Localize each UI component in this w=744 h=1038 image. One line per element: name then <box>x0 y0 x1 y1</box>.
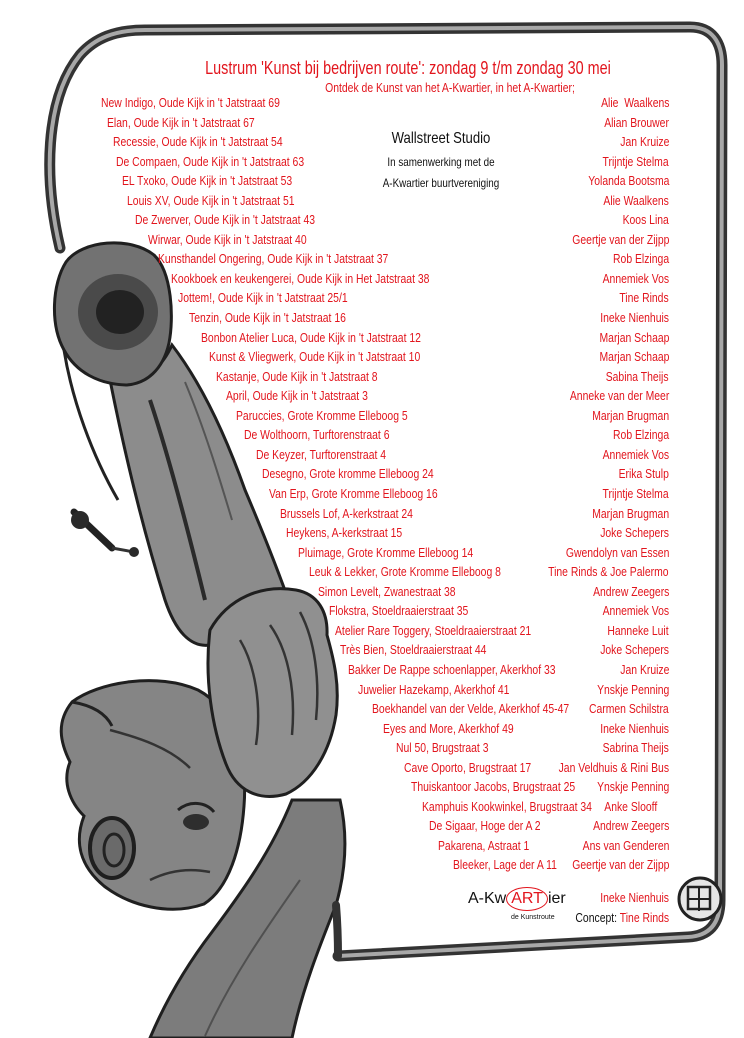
venue-label: Bleeker, Lage der A 11 <box>453 857 557 872</box>
artist-label: Erika Stulp <box>618 466 669 481</box>
list-item <box>0 232 744 248</box>
list-item <box>0 525 744 541</box>
list-item <box>0 682 744 698</box>
list-item <box>0 857 744 873</box>
artist-label: Yolanda Bootsma <box>587 173 669 188</box>
venue-label: Pakarena, Astraat 1 <box>438 838 530 853</box>
venue-label: Cave Oporto, Brugstraat 17 <box>404 760 532 775</box>
artist-label: Marjan Schaap <box>599 330 669 345</box>
artist-label: Tine Rinds <box>619 290 669 305</box>
concept-name: Tine Rinds <box>619 910 669 925</box>
venue-label: De Zwerver, Oude Kijk in 't Jatstraat 43 <box>135 212 316 227</box>
list-item <box>0 369 744 385</box>
venue-label: Juwelier Hazekamp, Akerkhof 41 <box>358 682 510 697</box>
artist-label: Alian Brouwer <box>604 115 669 130</box>
artist-label: Sabrina Theijs <box>602 740 669 755</box>
list-item <box>0 154 744 170</box>
venue-label: Brussels Lof, A-kerkstraat 24 <box>280 506 413 521</box>
venue-label: Kookboek en keukengerei, Oude Kijk in Het Jatstraat 38 <box>171 271 430 286</box>
artist-label: Geertje van der Zijpp <box>571 857 669 872</box>
venue-label: Elan, Oude Kijk in 't Jatstraat 67 <box>107 115 255 130</box>
logo-prefix: A-Kw <box>468 890 507 907</box>
logo-suffix: ier <box>547 890 566 907</box>
artist-label: Jan Veldhuis & Rini Bus <box>558 760 669 775</box>
artist-label: Jan Kruize <box>619 134 669 149</box>
venue-label: Bonbon Atelier Luca, Oude Kijk in 't Jatstraat 12 <box>201 330 421 345</box>
venue-label: Desegno, Grote kromme Elleboog 24 <box>262 466 434 481</box>
list-item <box>0 134 744 150</box>
list-item <box>0 251 744 267</box>
list-item <box>0 506 744 522</box>
artist-label: Andrew Zeegers <box>592 818 669 833</box>
venue-label: Louis XV, Oude Kijk in 't Jatstraat 51 <box>127 193 295 208</box>
list-item <box>0 564 744 580</box>
artist-label: Rob Elzinga <box>612 251 669 266</box>
footer-concept <box>575 910 669 926</box>
artist-label: Alie Waalkens <box>603 193 669 208</box>
venue-label: De Sigaar, Hoge der A 2 <box>429 818 541 833</box>
list-item <box>0 545 744 561</box>
akwartier-logo <box>468 887 566 911</box>
artist-label: Ineke Nienhuis <box>600 721 669 736</box>
list-item <box>0 330 744 346</box>
venue-label: Bakker De Rappe schoenlapper, Akerkhof 33 <box>348 662 556 677</box>
artist-label: Annemiek Vos <box>602 603 669 618</box>
list-item <box>0 115 744 131</box>
list-item <box>0 584 744 600</box>
artist-label: Ynskje Penning <box>596 682 669 697</box>
footer-artist: Ineke Nienhuis <box>600 890 669 905</box>
studio-name: Wallstreet Studio <box>391 130 491 147</box>
artist-label: Joke Schepers <box>600 642 669 657</box>
list-item <box>0 623 744 639</box>
logo-art: ART <box>506 887 548 911</box>
list-item <box>0 701 744 717</box>
list-item <box>0 818 744 834</box>
artist-label: Andrew Zeegers <box>592 584 669 599</box>
venue-label: Nul 50, Brugstraat 3 <box>396 740 489 755</box>
artist-label: Tine Rinds & Joe Palermo <box>548 564 669 579</box>
list-item <box>0 740 744 756</box>
venue-label: De Keyzer, Turftorenstraat 4 <box>256 447 387 462</box>
artist-label: Geertje van der Zijpp <box>571 232 669 247</box>
artist-label: Marjan Schaap <box>599 349 669 364</box>
artist-label: Ynskje Penning <box>596 779 669 794</box>
artist-label: Ans van Genderen <box>582 838 669 853</box>
list-item <box>0 349 744 365</box>
artist-label: Marjan Brugman <box>592 506 669 521</box>
venue-label: April, Oude Kijk in 't Jatstraat 3 <box>226 388 368 403</box>
venue-label: Tenzin, Oude Kijk in 't Jatstraat 16 <box>189 310 346 325</box>
list-item <box>0 662 744 678</box>
logo-subtitle: de Kunstroute <box>511 914 555 921</box>
list-item <box>0 721 744 737</box>
list-item <box>0 838 744 854</box>
venue-label: Wirwar, Oude Kijk in 't Jatstraat 40 <box>148 232 307 247</box>
list-item <box>0 760 744 776</box>
list-item <box>0 173 744 189</box>
artist-label: Rob Elzinga <box>612 427 669 442</box>
artist-label: Annemiek Vos <box>602 447 669 462</box>
list-item <box>0 486 744 502</box>
list-item <box>0 427 744 443</box>
venue-label: Heykens, A-kerkstraat 15 <box>286 525 403 540</box>
venue-label: Kunsthandel Ongering, Oude Kijk in 't Jatstraat 37 <box>158 251 389 266</box>
venue-label: Thuiskantoor Jacobs, Brugstraat 25 <box>411 779 576 794</box>
list-item <box>0 310 744 326</box>
venue-label: Kamphuis Kookwinkel, Brugstraat 34 <box>422 799 592 814</box>
list-item <box>0 642 744 658</box>
list-item <box>0 779 744 795</box>
artist-label: Jan Kruize <box>619 662 669 677</box>
venue-label: Très Bien, Stoeldraaierstraat 44 <box>340 642 487 657</box>
venue-label: De Wolthoorn, Turftorenstraat 6 <box>244 427 390 442</box>
venue-label: De Compaen, Oude Kijk in 't Jatstraat 63 <box>116 154 305 169</box>
artist-label: Trijntje Stelma <box>602 486 669 501</box>
venue-label: New Indigo, Oude Kijk in 't Jatstraat 69 <box>101 95 280 110</box>
venue-label: Pluimage, Grote Kromme Elleboog 14 <box>298 545 474 560</box>
list-item <box>0 799 744 815</box>
venue-label: EL Txoko, Oude Kijk in 't Jatstraat 53 <box>122 173 293 188</box>
list-item <box>0 388 744 404</box>
artist-label: Koos Lina <box>622 212 669 227</box>
venue-label: Jottem!, Oude Kijk in 't Jatstraat 25/1 <box>178 290 348 305</box>
venue-label: Van Erp, Grote Kromme Elleboog 16 <box>269 486 438 501</box>
venue-label: Paruccies, Grote Kromme Elleboog 5 <box>236 408 408 423</box>
page-subtitle: Ontdek de Kunst van het A-Kwartier, in het A-Kwartier; <box>325 80 575 95</box>
list-item <box>0 466 744 482</box>
artist-label: Carmen Schilstra <box>589 701 669 716</box>
artist-label: Marjan Brugman <box>592 408 669 423</box>
studio-line-1: In samenwerking met de <box>387 155 495 169</box>
list-item <box>0 603 744 619</box>
artist-label: Alie Waalkens <box>600 95 669 110</box>
artist-label: Anke Slooff <box>603 799 657 814</box>
venue-label: Kastanje, Oude Kijk in 't Jatstraat 8 <box>216 369 378 384</box>
artist-label: Ineke Nienhuis <box>600 310 669 325</box>
studio-line-2: A-Kwartier buurtvereniging <box>382 176 500 190</box>
venue-label: Flokstra, Stoeldraaierstraat 35 <box>329 603 469 618</box>
venue-label: Recessie, Oude Kijk in 't Jatstraat 54 <box>113 134 283 149</box>
venue-label: Boekhandel van der Velde, Akerkhof 45-47 <box>372 701 570 716</box>
artist-label: Sabina Theijs <box>606 369 669 384</box>
venue-label: Simon Levelt, Zwanestraat 38 <box>318 584 456 599</box>
artist-label: Gwendolyn van Essen <box>565 545 669 560</box>
artist-label: Anneke van der Meer <box>569 388 669 403</box>
artist-label: Trijntje Stelma <box>602 154 669 169</box>
list-item <box>0 290 744 306</box>
list-item <box>0 95 744 111</box>
venue-label: Kunst & Vliegwerk, Oude Kijk in 't Jatstraat 10 <box>209 349 421 364</box>
artist-label: Annemiek Vos <box>602 271 669 286</box>
concept-label: Concept: <box>575 910 617 925</box>
venue-label: Atelier Rare Toggery, Stoeldraaierstraat 21 <box>335 623 532 638</box>
list-item <box>0 271 744 287</box>
venue-label: Leuk & Lekker, Grote Kromme Elleboog 8 <box>309 564 501 579</box>
list-item <box>0 193 744 209</box>
emblem-icon <box>679 878 721 920</box>
list-item <box>0 447 744 463</box>
list-item <box>0 212 744 228</box>
venue-label: Eyes and More, Akerkhof 49 <box>383 721 514 736</box>
artist-label: Joke Schepers <box>600 525 669 540</box>
page-title: Lustrum 'Kunst bij bedrijven route': zondag 9 t/m zondag 30 mei <box>205 58 611 78</box>
artist-label: Hanneke Luit <box>607 623 669 638</box>
list-item <box>0 408 744 424</box>
